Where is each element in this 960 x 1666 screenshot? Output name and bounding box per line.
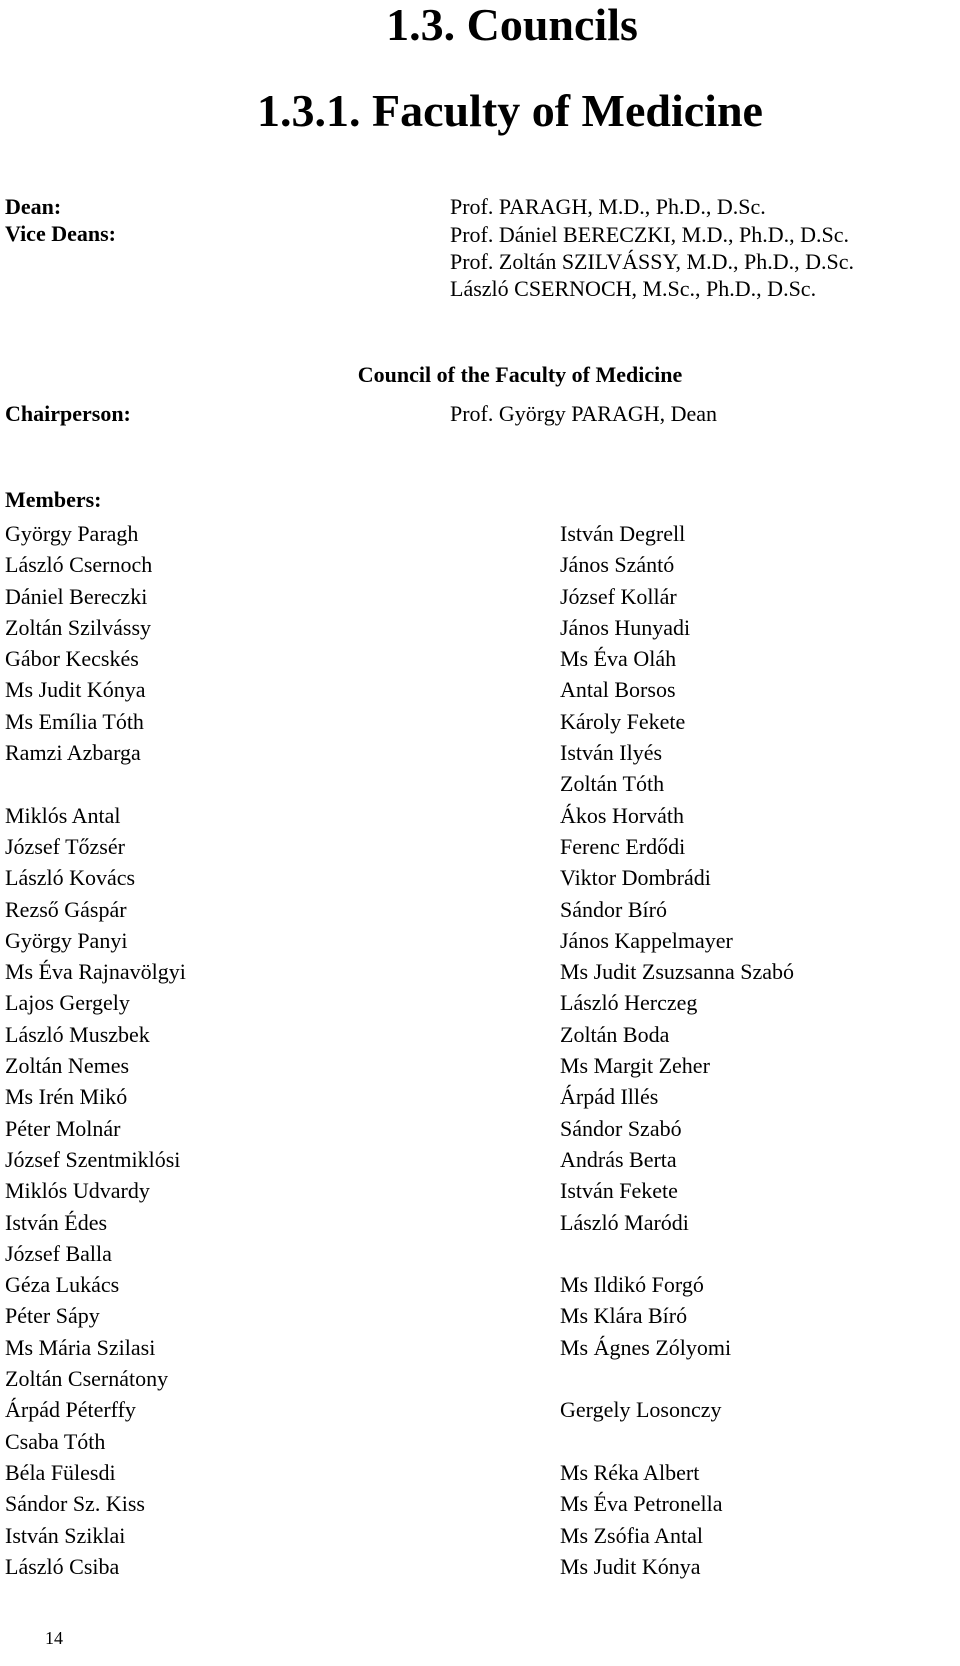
member-name: Lajos Gergely	[5, 990, 130, 1016]
member-name: Ms Zsófia Antal	[560, 1522, 703, 1548]
member-name: György Panyi	[5, 927, 128, 953]
member-name: István Fekete	[560, 1178, 678, 1204]
council-title: Council of the Faculty of Medicine	[357, 362, 683, 387]
member-name: József Kollár	[560, 583, 677, 609]
member-name: Péter Sápy	[5, 1303, 100, 1329]
member-name: Viktor Dombrádi	[560, 865, 711, 891]
dean-label: Dean:	[5, 194, 62, 219]
member-name: Ms Irén Mikó	[5, 1084, 128, 1110]
member-name: Sándor Szabó	[560, 1115, 682, 1141]
member-name: Rezső Gáspár	[5, 896, 127, 922]
page-number: 14	[45, 1628, 63, 1648]
members-right-column	[560, 518, 794, 1582]
member-name: Gergely Losonczy	[560, 1397, 722, 1423]
member-name: Ms Klára Bíró	[560, 1303, 688, 1329]
member-name: György Paragh	[5, 521, 139, 546]
member-name: Antal Borsos	[560, 677, 676, 703]
vice-dean: László CSERNOCH, M.Sc., Ph.D., D.Sc.	[450, 276, 817, 301]
member-name: Ferenc Erdődi	[560, 833, 686, 859]
member-name: Árpád Péterffy	[5, 1397, 136, 1423]
chairperson-name: Prof. György PARAGH, Dean	[450, 401, 718, 426]
member-name: Zoltán Nemes	[5, 1053, 130, 1079]
member-name: Béla Fülesdi	[5, 1459, 116, 1485]
member-name	[560, 1426, 794, 1457]
member-name: István Sziklai	[5, 1522, 126, 1548]
member-name: Ms Margit Zeher	[560, 1053, 710, 1079]
members-label: Members:	[5, 487, 102, 512]
member-name: Árpád Illés	[560, 1084, 659, 1110]
member-name: László Kovács	[5, 865, 136, 891]
member-name: István Ilyés	[560, 740, 663, 766]
member-name: Miklós Udvardy	[5, 1178, 150, 1204]
member-name	[560, 1238, 794, 1269]
member-name: Gábor Kecskés	[5, 646, 139, 672]
member-name: Sándor Bíró	[560, 896, 667, 922]
dean-name: Prof. PARAGH, M.D., Ph.D., D.Sc.	[450, 194, 766, 219]
member-name: József Szentmiklósi	[5, 1146, 181, 1172]
member-name	[5, 768, 186, 799]
vice-deans-label: Vice Deans:	[5, 221, 116, 246]
member-name: Ms Éva Rajnavölgyi	[5, 959, 186, 985]
members-left-column	[5, 518, 186, 1582]
member-name: Ramzi Azbarga	[5, 740, 141, 766]
member-name: Zoltán Boda	[560, 1021, 670, 1047]
member-name: Ms Emília Tóth	[5, 708, 144, 734]
member-name: László Csiba	[5, 1553, 120, 1579]
member-name: Károly Fekete	[560, 708, 686, 734]
member-name: Zoltán Szilvássy	[5, 614, 152, 640]
member-name: Ms Ágnes Zólyomi	[560, 1334, 732, 1360]
member-name: Ms Judit Zsuzsanna Szabó	[560, 959, 795, 985]
member-name: István Degrell	[560, 521, 686, 546]
member-name: József Balla	[5, 1240, 112, 1266]
member-name: Ms Réka Albert	[560, 1459, 700, 1485]
member-name: László Maródi	[560, 1209, 689, 1235]
member-name: János Kappelmayer	[560, 927, 733, 953]
member-name: Ms Éva Petronella	[560, 1491, 723, 1517]
member-name: András Berta	[560, 1146, 677, 1172]
vice-dean: Prof. Dániel BERECZKI, M.D., Ph.D., D.Sc.	[450, 222, 850, 247]
member-name: László Csernoch	[5, 552, 153, 578]
member-name: Ms Judit Kónya	[5, 677, 146, 703]
member-name: János Hunyadi	[560, 614, 691, 640]
faculty-heading: 1.3.1. Faculty of Medicine	[257, 85, 763, 136]
member-name: Zoltán Tóth	[560, 771, 665, 797]
member-name: Csaba Tóth	[5, 1428, 106, 1454]
member-name: Sándor Sz. Kiss	[5, 1491, 145, 1517]
member-name: Ms Éva Oláh	[560, 646, 677, 672]
chairperson-label: Chairperson:	[5, 401, 131, 426]
member-name	[560, 1363, 794, 1394]
member-name: Ms Mária Szilasi	[5, 1334, 156, 1360]
member-name: László Herczeg	[560, 990, 698, 1016]
section-heading: 1.3. Councils	[386, 0, 638, 50]
member-name: Ms Judit Kónya	[560, 1553, 701, 1579]
vice-deans-list	[450, 221, 854, 302]
member-name: János Szántó	[560, 552, 675, 578]
member-name: Ákos Horváth	[560, 802, 685, 828]
member-name: Dániel Bereczki	[5, 583, 148, 609]
member-name: István Édes	[5, 1209, 108, 1235]
member-name: Péter Molnár	[5, 1115, 121, 1141]
member-name: Ms Ildikó Forgó	[560, 1272, 704, 1298]
vice-dean: Prof. Zoltán SZILVÁSSY, M.D., Ph.D., D.Sc.	[450, 249, 854, 274]
member-name: József Tőzsér	[5, 833, 125, 859]
member-name: Géza Lukács	[5, 1272, 120, 1298]
member-name: Miklós Antal	[5, 802, 121, 828]
member-name: László Muszbek	[5, 1021, 150, 1047]
member-name: Zoltán Csernátony	[5, 1366, 169, 1392]
